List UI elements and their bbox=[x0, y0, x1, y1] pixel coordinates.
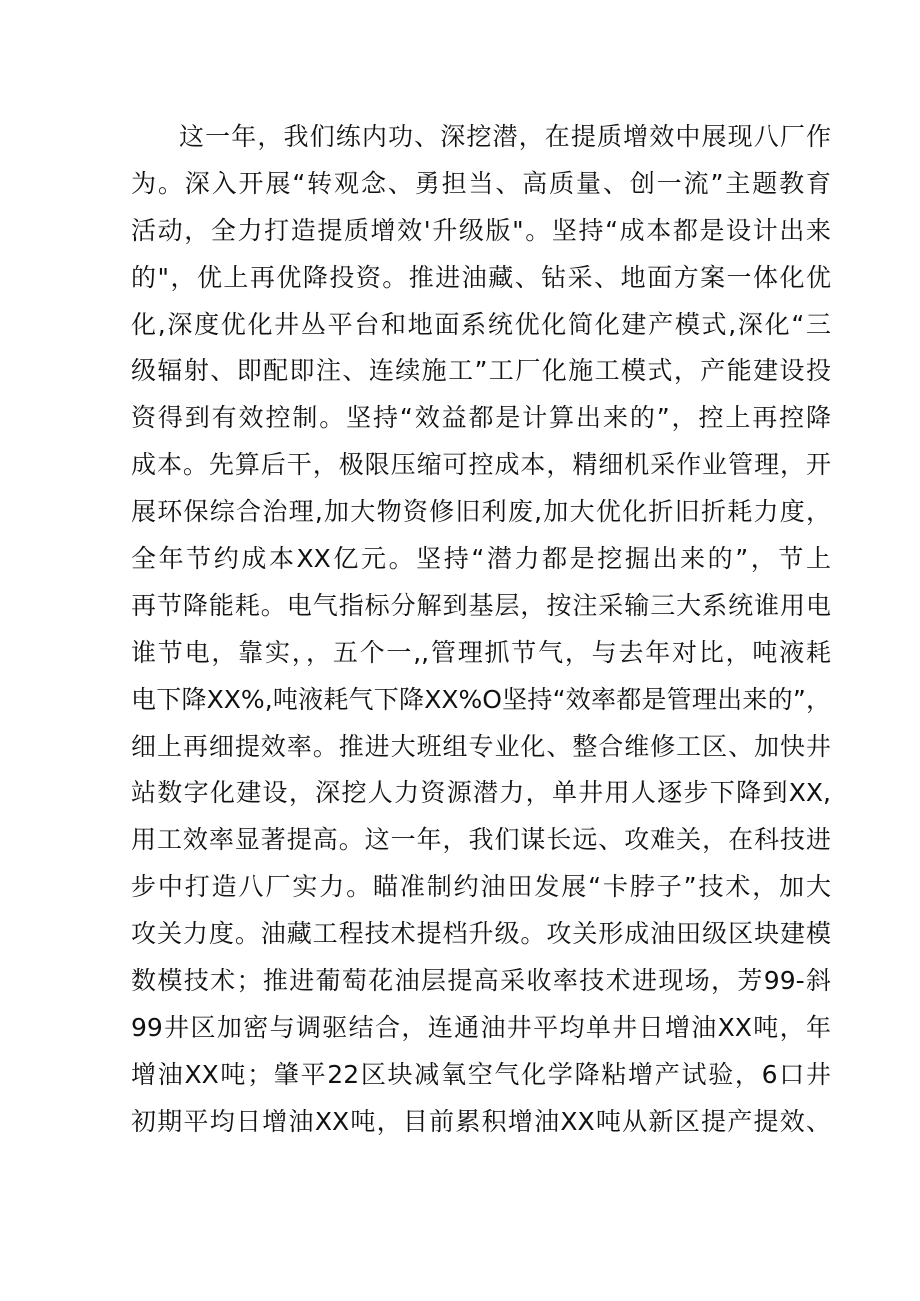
text-line: 用工效率显著提高。这一年，我们谋长远、攻难关，在科技进 bbox=[131, 825, 831, 855]
text-line: 99井区加密与调驱结合，连通油井平均单井日增油XX吨，年 bbox=[131, 1012, 831, 1042]
text-line: 攻关力度。油藏工程技术提档升级。攻关形成油田级区块建模 bbox=[131, 919, 831, 949]
text-line: 全年节约成本XX亿元。坚持“潜力都是挖掘出来的”，节上 bbox=[131, 544, 831, 574]
text-line: 级辐射、即配即注、连续施工”工厂化施工模式，产能建设投 bbox=[131, 356, 831, 386]
body-paragraph bbox=[131, 114, 831, 1146]
text-line: 站数字化建设，深挖人力资源潜力，单井用人逐步下降到XX, bbox=[131, 778, 831, 808]
text-line: 数模技术；推进葡萄花油层提高采收率技术进现场，芳99-斜 bbox=[131, 966, 831, 996]
text-line: 细上再细提效率。推进大班组专业化、整合维修工区、加快井 bbox=[131, 731, 831, 761]
text-line: 活动，全力打造提质增效'升级版"。坚持“成本都是设计出来 bbox=[131, 215, 831, 245]
text-line: 展环保综合治理,加大物资修旧利废,加大优化折旧折耗力度， bbox=[131, 497, 831, 527]
text-line: 化,深度优化井丛平台和地面系统优化简化建产模式,深化“三 bbox=[131, 309, 831, 339]
text-line: 步中打造八厂实力。瞄准制约油田发展“卡脖子”技术，加大 bbox=[131, 872, 831, 902]
text-line: 谁节电，靠实，，五个一,,管理抓节气，与去年对比，吨液耗 bbox=[131, 637, 831, 667]
text-line: 资得到有效控制。坚持“效益都是计算出来的”，控上再控降 bbox=[131, 403, 831, 433]
text-line: 再节降能耗。电气指标分解到基层，按注采输三大系统谁用电 bbox=[131, 590, 831, 620]
text-line: 初期平均日增油XX吨，目前累积增油XX吨从新区提产提效、 bbox=[131, 1106, 831, 1136]
text-line: 成本。先算后干，极限压缩可控成本，精细机采作业管理，开 bbox=[131, 450, 831, 480]
text-line: 电下降XX%,吨液耗气下降XX%O坚持“效率都是管理出来的”， bbox=[131, 684, 831, 714]
text-line: 这一年，我们练内功、深挖潜，在提质增效中展现八厂作 bbox=[179, 122, 831, 151]
text-line: 的"，优上再优降投资。推进油藏、钻采、地面方案一体化优 bbox=[131, 262, 831, 292]
text-line: 为。深入开展“转观念、勇担当、高质量、创一流”主题教育 bbox=[131, 168, 831, 198]
text-line: 增油XX吨；肇平22区块减氧空气化学降粘增产试验，6口井 bbox=[131, 1059, 831, 1089]
